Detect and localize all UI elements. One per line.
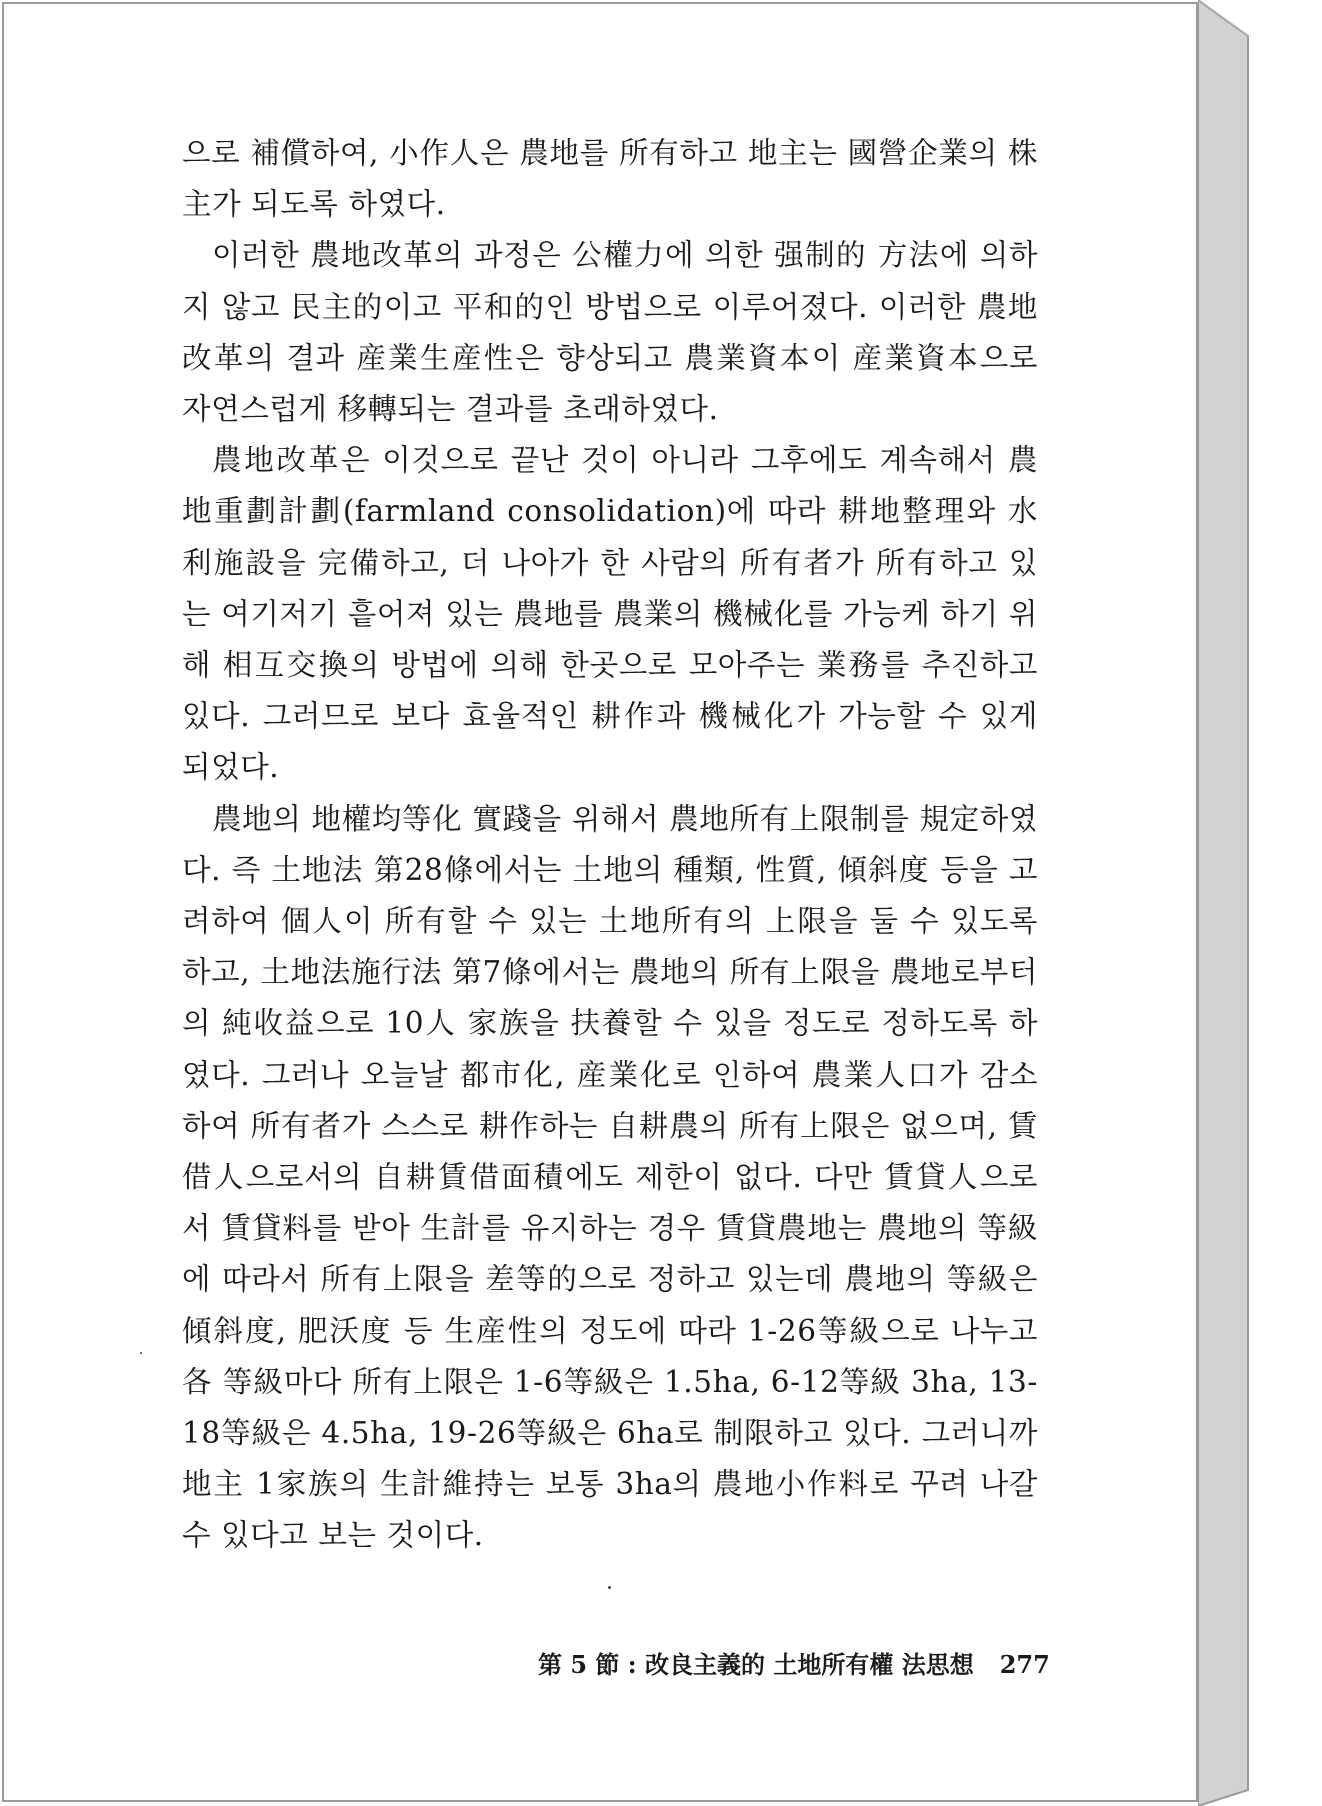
paragraph-4: 農地의 地權均等化 實踐을 위해서 農地所有上限制를 規定하였다. 즉 土地法 第28條에서는 土地의 種類, 性質, 傾斜度 등을 고려하여 個人이 所有할 수 있는 土地所有의 上限을 둘 수 있도록 하고, 土地法施行法 第7條에서는 農地의 所有上限을 農地로부터의 純收益으로 10人 家族을 扶養할 수 있을 정도로 정하도록 하였다. 그러나 오늘날 都市化, 産業化로 인하여 農業人口가 감소하여 所有者가 스스로 耕作하는 自耕農의 所有上限은 없으며, 賃借人으로서의 自耕賃借面積에도 제한이 없다. 다만 賃貸人으로서 賃貸料를 받아 生計를 유지하는 경우 賃貸農地는 農地의 等級에 따라서 所有上限을 差等的으로 정하고 있는데 農地의 等級은 傾斜度, 肥沃度 등 生産性의 정도에 따라 1-26等級으로 나누고 各 等級마다 所有上限은 1-6等級은 1.5ha, 6-12等級 3ha, 13-18等級은 4.5ha, 19-26等級은 6ha로 制限하고 있다. 그러니까 地主 1家族의 生計維持는 보통 3ha의 農地小作料로 꾸려 나갈 수 있다고 보는 것이다. bbox=[182, 801, 1038, 1553]
paragraph-3: 農地改革은 이것으로 끝난 것이 아니라 그후에도 계속해서 農地重劃計劃(farmland consolidation)에 따라 耕地整理와 水利施設을 完備하고, 더 나아가 한 사람의 所有者가 所有하고 있는 여기저기 흩어져 있는 農地를 農業의 機械化를 가능케 하기 위해 相互交換의 방법에 의해 한곳으로 모아주는 業務를 추진하고 있다. 그러므로 보다 효율적인 耕作과 機械化가 가능할 수 있게 되었다. bbox=[182, 443, 1038, 785]
footer-chapter-title: 第 5 節 : 改良主義的 土地所有權 法思想 bbox=[538, 1650, 974, 1679]
book-edge bbox=[1198, 0, 1322, 1806]
page-number: 277 bbox=[999, 1650, 1050, 1679]
page-body bbox=[182, 128, 1038, 1562]
scan-speck bbox=[608, 1586, 611, 1589]
paragraph-1: 으로 補償하여, 小作人은 農地를 所有하고 地主는 國營企業의 株主가 되도록 하였다. bbox=[182, 136, 1038, 222]
paragraph-2: 이러한 農地改革의 과정은 公權力에 의한 强制的 方法에 의하지 않고 民主的이고 平和的인 방법으로 이루어졌다. 이러한 農地改革의 결과 産業生産性은 향상되고 農業資本이 産業資本으로 자연스럽게 移轉되는 결과를 초래하였다. bbox=[182, 238, 1038, 427]
running-footer bbox=[538, 1650, 1050, 1680]
scan-speck bbox=[140, 1352, 142, 1354]
